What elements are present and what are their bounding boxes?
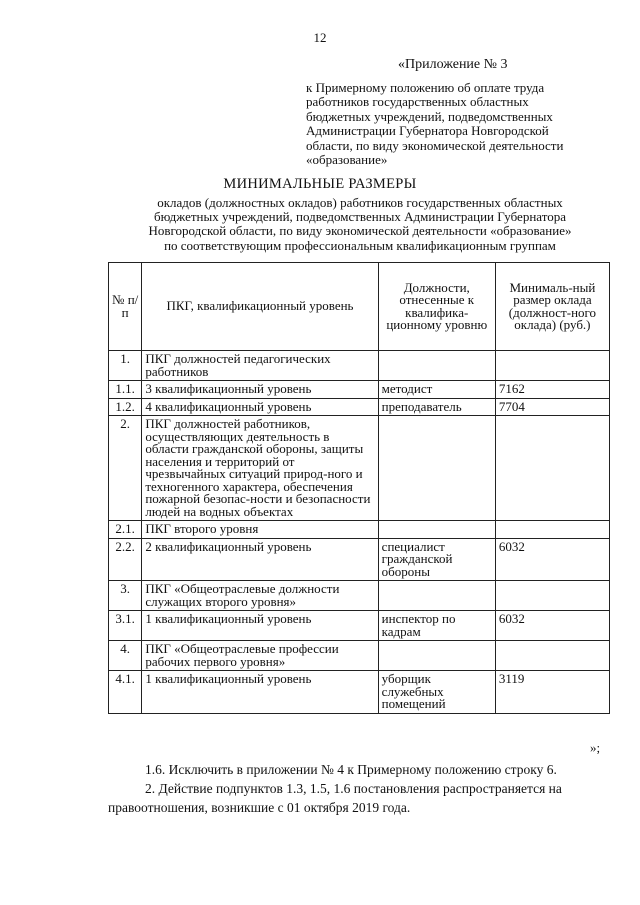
document-heading: МИНИМАЛЬНЫЕ РАЗМЕРЫ bbox=[223, 176, 417, 192]
row-position: специалист гражданской обороны bbox=[378, 538, 495, 581]
table-row bbox=[109, 381, 610, 399]
appendix-line: работников государственных областных bbox=[306, 94, 529, 109]
header-num: № п/п bbox=[109, 263, 142, 351]
row-num: 1. bbox=[109, 351, 142, 381]
appendix-title: «Приложение № 3 bbox=[398, 57, 508, 72]
row-salary bbox=[495, 521, 609, 539]
row-salary bbox=[495, 581, 609, 611]
row-position bbox=[378, 416, 495, 521]
salary-table bbox=[108, 262, 610, 714]
paragraph-2: 2. Действие подпунктов 1.3, 1.5, 1.6 постановления распространяется на bbox=[145, 781, 562, 796]
row-salary bbox=[495, 641, 609, 671]
row-pkg: ПКГ «Общеотраслевые профессии рабочих первого уровня» bbox=[142, 641, 378, 671]
subheading-line: бюджетных учреждений, подведомственных Администрации Губернатора bbox=[154, 209, 566, 225]
appendix-block bbox=[306, 58, 626, 168]
row-num: 1.1. bbox=[109, 381, 142, 399]
row-pkg: 3 квалификационный уровень bbox=[142, 381, 378, 399]
table-row bbox=[109, 398, 610, 416]
row-pkg: ПКГ должностей педагогических работников bbox=[142, 351, 378, 381]
appendix-line: бюджетных учреждений, подведомственных bbox=[306, 108, 553, 124]
header-pkg: ПКГ, квалификационный уровень bbox=[142, 263, 378, 351]
row-num: 2.1. bbox=[109, 521, 142, 539]
row-num: 3. bbox=[109, 581, 142, 611]
header-positions: Должности, отнесенные к квалифика-ционному уровню bbox=[378, 263, 495, 351]
row-position bbox=[378, 521, 495, 539]
paragraph-1-6: 1.6. Исключить в приложении № 4 к Примерному положению строку 6. bbox=[145, 762, 557, 777]
row-position bbox=[378, 351, 495, 381]
row-num: 3.1. bbox=[109, 611, 142, 641]
subheading-line: окладов (должностных окладов) работников государственных областных bbox=[157, 195, 563, 210]
appendix-line: области, по виду экономической деятельности bbox=[306, 137, 564, 153]
row-num: 4. bbox=[109, 641, 142, 671]
row-pkg: 2 квалификационный уровень bbox=[142, 538, 378, 581]
row-pkg: ПКГ должностей работников, осуществляющих деятельность в области гражданской обороны, защиты населения и территорий от чрезвычайных ситуаций природ-ного и техногенного характера, обеспечения пожарной безопас-ности и безопасности людей на водных объектах bbox=[142, 416, 378, 521]
table-row bbox=[109, 416, 610, 521]
row-pkg: 1 квалификационный уровень bbox=[142, 611, 378, 641]
row-pkg: 1 квалификационный уровень bbox=[142, 671, 378, 714]
appendix-line: к Примерному положению об оплате труда bbox=[306, 79, 545, 95]
row-position bbox=[378, 581, 495, 611]
subheading-line: Новгородской области, по виду экономической деятельности «образование» bbox=[148, 223, 572, 239]
table-row bbox=[109, 351, 610, 381]
row-salary bbox=[495, 416, 609, 521]
row-num: 2. bbox=[109, 416, 142, 521]
row-position: уборщик служебных помещений bbox=[378, 671, 495, 714]
table-row bbox=[109, 641, 610, 671]
row-position: инспектор по кадрам bbox=[378, 611, 495, 641]
row-pkg: ПКГ «Общеотраслевые должности служащих второго уровня» bbox=[142, 581, 378, 611]
table-closing-quote: »; bbox=[590, 740, 601, 755]
row-salary: 3119 bbox=[495, 671, 609, 714]
table-header-row bbox=[109, 263, 610, 351]
row-position bbox=[378, 641, 495, 671]
table-row bbox=[109, 521, 610, 539]
paragraph-2-continuation: правоотношения, возникшие с 01 октября 2019 года. bbox=[108, 800, 411, 815]
page-number: 12 bbox=[313, 30, 327, 45]
row-pkg: 4 квалификационный уровень bbox=[142, 398, 378, 416]
subheading-line: по соответствующим профессиональным квалификационным группам bbox=[164, 237, 556, 253]
row-salary: 7704 bbox=[495, 398, 609, 416]
table-row bbox=[109, 671, 610, 714]
row-salary bbox=[495, 351, 609, 381]
table-row bbox=[109, 611, 610, 641]
appendix-line: Администрации Губернатора Новгородской bbox=[306, 123, 549, 138]
row-position: методист bbox=[378, 381, 495, 399]
row-salary: 7162 bbox=[495, 381, 609, 399]
header-salary: Минималь-ный размер оклада (должност-ного оклада) (руб.) bbox=[495, 263, 609, 351]
row-position: преподаватель bbox=[378, 398, 495, 416]
appendix-line: «образование» bbox=[306, 152, 388, 167]
row-num: 1.2. bbox=[109, 398, 142, 416]
table-row bbox=[109, 581, 610, 611]
table-row bbox=[109, 538, 610, 581]
row-pkg: ПКГ второго уровня bbox=[142, 521, 378, 539]
row-salary: 6032 bbox=[495, 611, 609, 641]
row-num: 4.1. bbox=[109, 671, 142, 714]
row-num: 2.2. bbox=[109, 538, 142, 581]
document-subheading bbox=[100, 196, 620, 253]
row-salary: 6032 bbox=[495, 538, 609, 581]
